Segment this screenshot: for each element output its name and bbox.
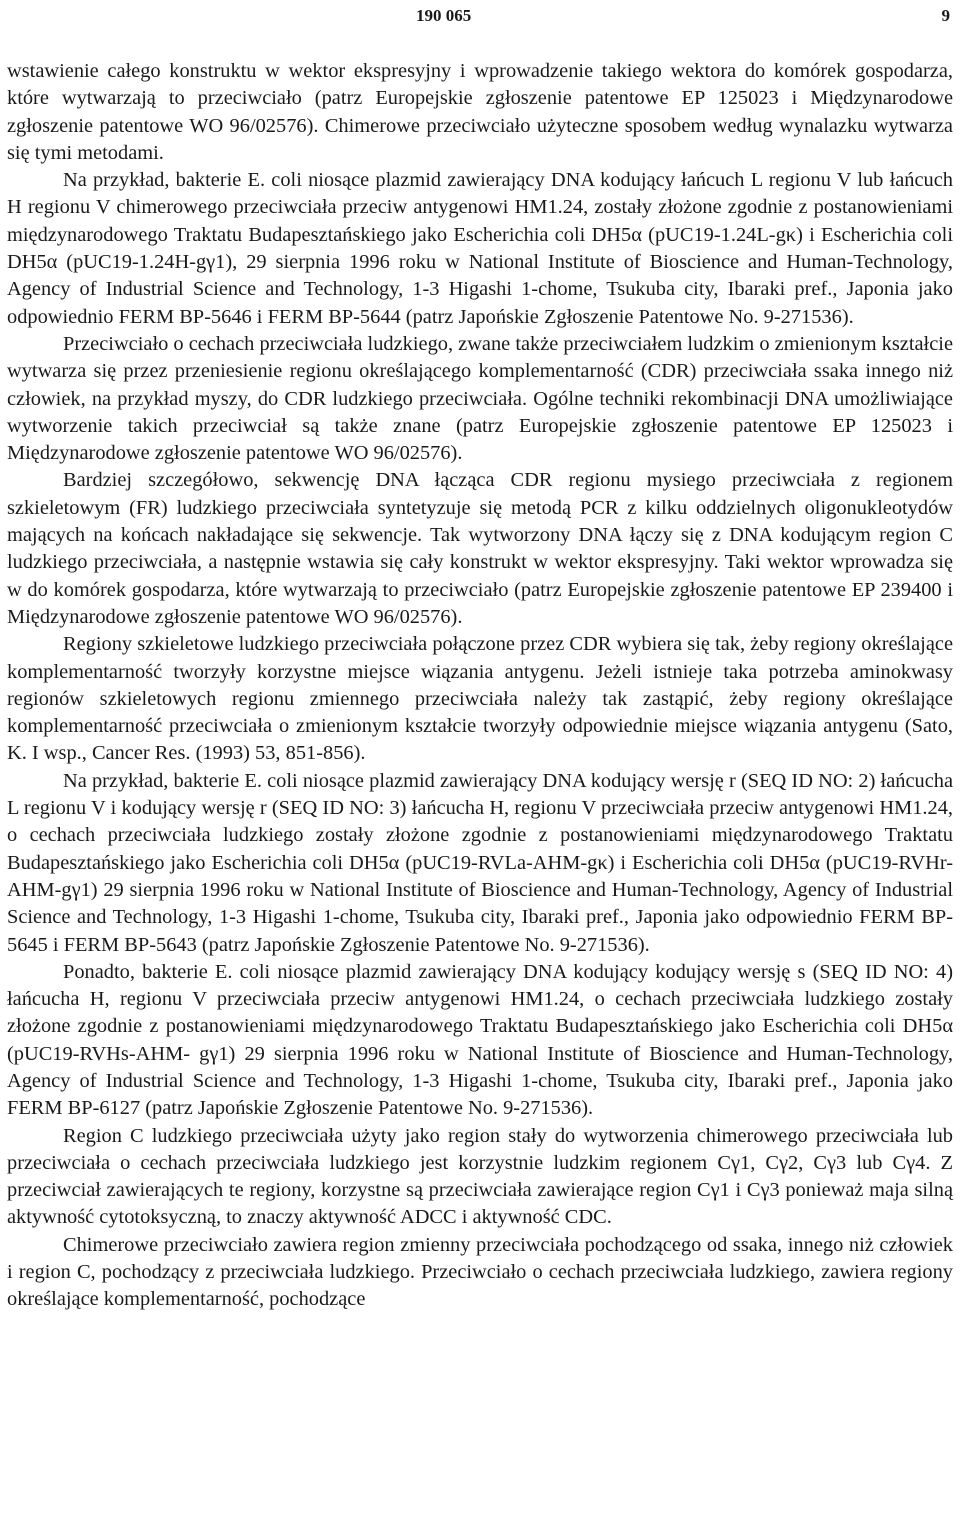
paragraph: Region C ludzkiego przeciwciała użyty jako region stały do wytworzenia chimerowego przeciwciała lub przeciwciała o cechach przeciwciała ludzkiego jest korzystnie ludzkim regionem Cγ1, Cγ2, Cγ3 lub Cγ4. Z przeciwciał zawierających te regiony, korzystne są przeciwciała zawierające region Cγ1 i Cγ3 ponieważ maja silną aktywność cytotoksyczną, to znaczy aktywność ADCC i aktywność CDC. bbox=[7, 1124, 953, 1229]
paragraph: Na przykład, bakterie E. coli niosące plazmid zawierający DNA kodujący łańcuch L regionu V lub łańcuch H regionu V chimerowego przeciwciała przeciw antygenowi HM1.24, zostały złożone zgodnie z postanowieniami międzynarodowego Traktatu Budapesztańskiego jako Escherichia coli DH5α (pUC19-1.24L-gκ) i Escherichia coli DH5α (pUC19-1.24H-gγ1), 29 sierpnia 1996 roku w National Institute of Bioscience and Human-Technology, Agency of Industrial Science and Technology, 1-3 Higashi 1-chome, Tsukuba city, Ibaraki pref., Japonia jako odpowiednio FERM BP-5646 i FERM BP-5644 (patrz Japońskie Zgłoszenie Patentowe No. 9-271536). bbox=[7, 169, 953, 328]
paragraph: Chimerowe przeciwciało zawiera region zmienny przeciwciała pochodzącego od ssaka, innego niż człowiek i region C, pochodzący z przeciwciała ludzkiego. Przeciwciało o cechach przeciwciała ludzkiego, zawiera regiony określające komplementarność, pochodzące bbox=[7, 1233, 953, 1311]
body-text bbox=[7, 58, 953, 1314]
page-number: 9 bbox=[941, 6, 950, 25]
document-number: 190 065 bbox=[416, 6, 472, 25]
page-header bbox=[0, 4, 960, 28]
paragraph: Regiony szkieletowe ludzkiego przeciwciała połączone przez CDR wybiera się tak, żeby regiony określające komplementarność tworzyły korzystne miejsce wiązania antygenu. Jeżeli istnieje taka potrzeba aminokwasy regionów szkieletowych regionu zmiennego przeciwciała należy tak zastąpić, żeby regiony określające komplementarność przeciwciała o zmienionym kształcie tworzyły odpowiednie miejsce wiązania antygenu (Sato, K. I wsp., Cancer Res. (1993) 53, 851-856). bbox=[7, 633, 953, 765]
paragraph: Ponadto, bakterie E. coli niosące plazmid zawierający DNA kodujący kodujący wersję s (SEQ ID NO: 4) łańcucha H, regionu V przeciwciała przeciw antygenowi HM1.24, o cechach przeciwciała ludzkiego zostały złożone zgodnie z postanowieniami międzynarodowego Traktatu Budapesztańskiego jako Escherichia coli DH5α (pUC19-RVHs-AHM- gγ1) 29 sierpnia 1996 roku w National Institute of Bioscience and Human-Technology, Agency of Industrial Science and Technology, 1-3 Higashi 1-chome, Tsukuba city, Ibaraki pref., Japonia jako FERM BP-6127 (patrz Japońskie Zgłoszenie Patentowe No. 9-271536). bbox=[7, 960, 953, 1120]
paragraph: Bardziej szczegółowo, sekwencję DNA łącząca CDR regionu mysiego przeciwciała z regionem szkieletowym (FR) ludzkiego przeciwciała syntetyzuje się metodą PCR z kilku oddzielnych oligonukleotydów mających na końcach nakładające się sekwencje. Tak wytworzony DNA łączy się z DNA kodującym region C ludzkiego przeciwciała, a następnie wstawia się cały konstrukt w wektor ekspresyjny. Taki wektor wprowadza się w do komórek gospodarza, które wytwarzają to przeciwciało (patrz Europejskie zgłoszenie patentowe EP 239400 i Międzynarodowe zgłoszenie patentowe WO 96/02576). bbox=[7, 469, 953, 628]
paragraph: Przeciwciało o cechach przeciwciała ludzkiego, zwane także przeciwciałem ludzkim o zmienionym kształcie wytwarza się przez przeniesienie regionu określającego komplementarność (CDR) przeciwciała ssaka innego niż człowiek, na przykład myszy, do CDR ludzkiego przeciwciała. Ogólne techniki rekombinacji DNA umożliwiające wytworzenie takich przeciwciał są także znane (patrz Europejskie zgłoszenie patentowe EP 125023 i Międzynarodowe zgłoszenie patentowe WO 96/02576). bbox=[7, 332, 953, 465]
paragraph: wstawienie całego konstruktu w wektor ekspresyjny i wprowadzenie takiego wektora do komórek gospodarza, które wytwarzają to przeciwciało (patrz Europejskie zgłoszenie patentowe EP 125023 i Międzynarodowe zgłoszenie patentowe WO 96/02576). Chimerowe przeciwciało użyteczne sposobem według wynalazku wytwarza się tymi metodami. bbox=[7, 60, 953, 164]
paragraph: Na przykład, bakterie E. coli niosące plazmid zawierający DNA kodujący wersję r (SEQ ID NO: 2) łańcucha L regionu V i kodujący wersję r (SEQ ID NO: 3) łańcucha H, regionu V przeciwciała przeciw antygenowi HM1.24, o cechach przeciwciała ludzkiego zostały złożone zgodnie z postanowieniami międzynarodowego Traktatu Budapesztańskiego jako Escherichia coli DH5α (pUC19-RVLa-AHM-gκ) i Escherichia coli DH5α (pUC19-RVHr-AHM-gγ1) 29 sierpnia 1996 roku w National Institute of Bioscience and Human-Technology, Agency of Industrial Science and Technology, 1-3 Higashi 1-chome, Tsukuba city, Ibaraki pref., Japonia jako odpowiednio FERM BP-5645 i FERM BP-5643 (patrz Japońskie Zgłoszenie Patentowe No. 9-271536). bbox=[7, 769, 953, 956]
